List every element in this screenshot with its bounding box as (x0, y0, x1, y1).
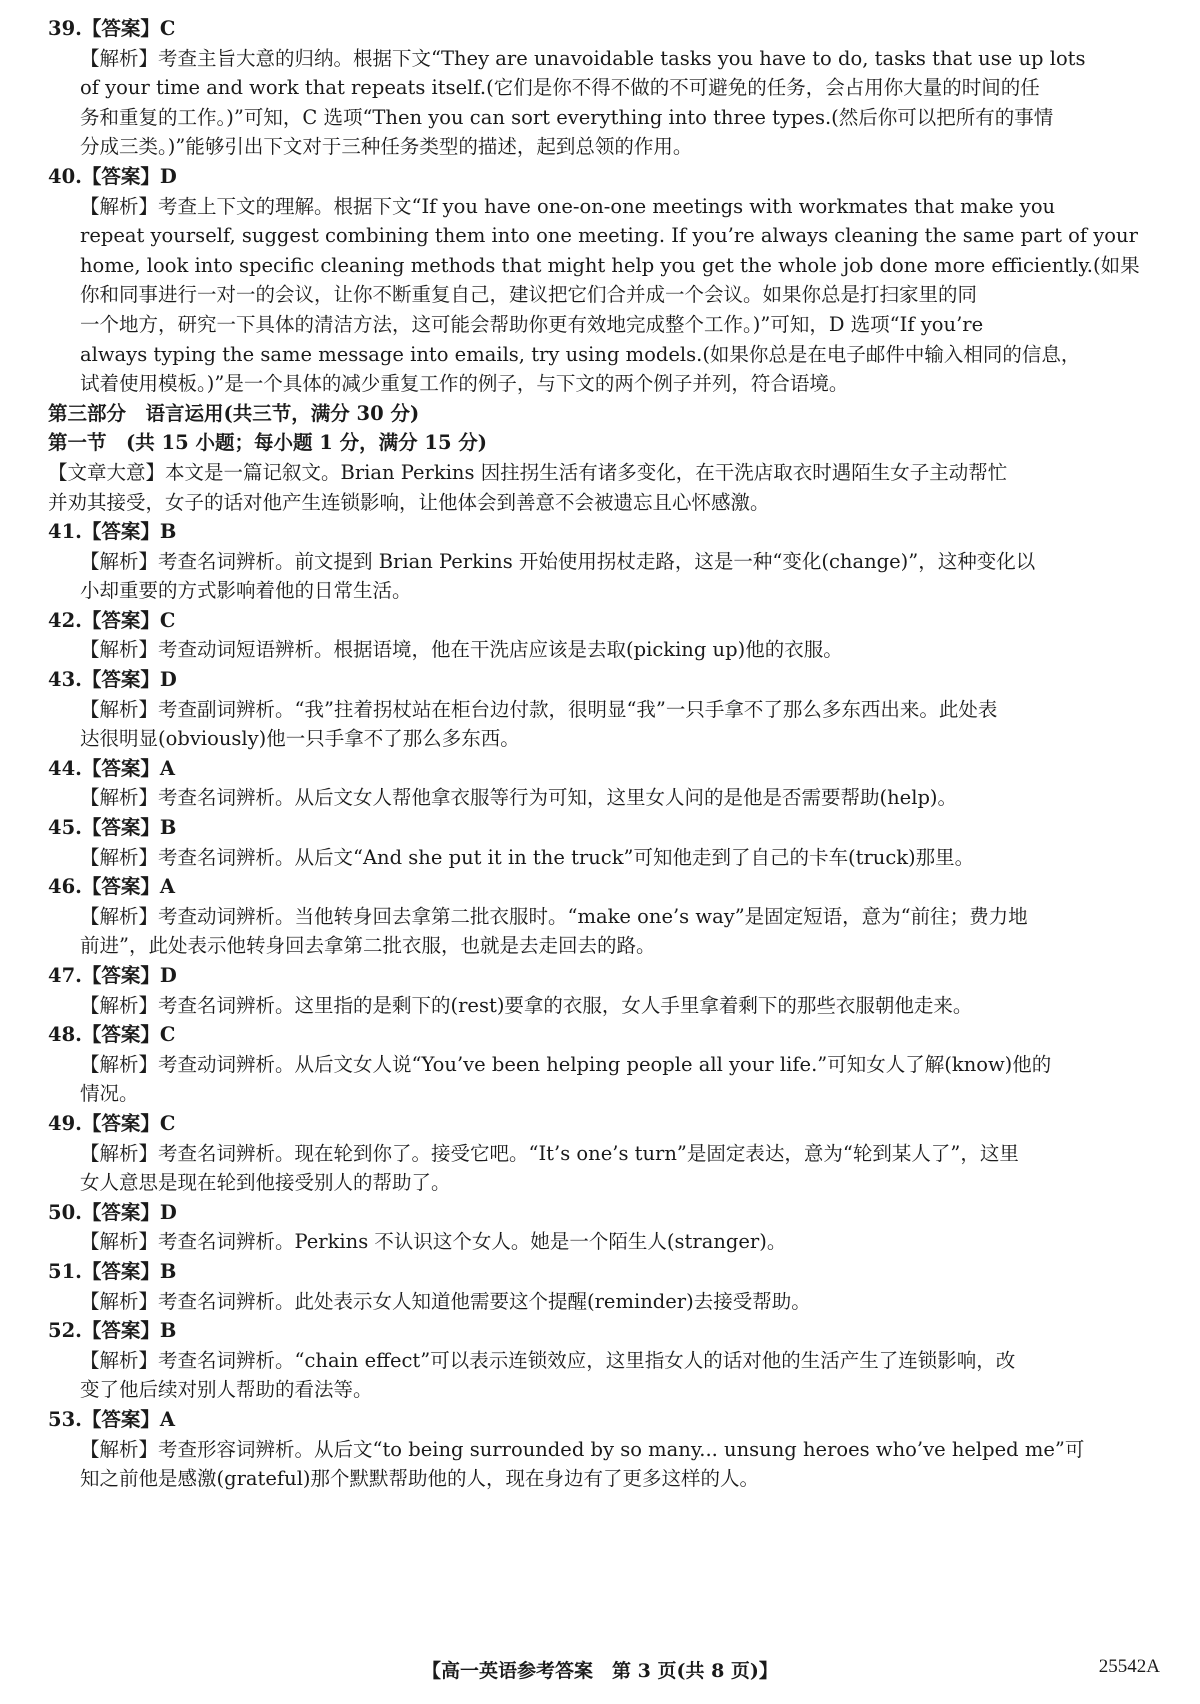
answer-label: 43.【答案】D (48, 668, 177, 692)
explanation-line: 知之前他是感激(grateful)那个默默帮助他的人，现在身边有了更多这样的人。 (80, 1467, 760, 1491)
explanation-line: 【解析】考查副词辨析。“我”拄着拐杖站在柜台边付款，很明显“我”一只手拿不了那么多东西出来。此处表 (80, 697, 998, 721)
explanation-line: 【解析】考查名词辨析。“chain effect”可以表示连锁效应，这里指女人的话对他的生活产生了连锁影响，改 (80, 1348, 1016, 1372)
q40-explanation-line: 试着使用模板。)”是一个具体的减少重复工作的例子，与下文的两个例子并列，符合语境。 (80, 372, 849, 396)
explanation-line: 【解析】考查名词辨析。此处表示女人知道他需要这个提醒(reminder)去接受帮助。 (80, 1289, 811, 1313)
answer-label: 42.【答案】C (48, 608, 176, 632)
q40-explanation-line: 一个地方，研究一下具体的清洁方法，这可能会帮助你更有效地完成整个工作。)”可知，D 选项“If you’re (80, 312, 984, 336)
answer-label: 52.【答案】B (48, 1319, 177, 1343)
explanation-line: 【解析】考查名词辨析。前文提到 Brian Perkins 开始使用拐杖走路，这是一种“变化(change)”，这种变化以 (80, 549, 1036, 573)
q40-explanation-line: repeat yourself, suggest combining them into one meeting. If you’re always cleaning the same part of your (80, 224, 1138, 248)
answer-label: 51.【答案】B (48, 1259, 177, 1283)
q40-explanation-line: 你和同事进行一对一的会议，让你不断重复自己，建议把它们合并成一个会议。如果你总是打扫家里的同 (80, 283, 978, 307)
explanation-line: 情况。 (80, 1082, 139, 1106)
q39-explanation-line: 务和重复的工作。)”可知，C 选项“Then you can sort everything into three types.(然后你可以把所有的事情 (80, 105, 1054, 129)
q40-answer: 40.【答案】D (48, 164, 177, 188)
answer-label: 45.【答案】B (48, 816, 177, 840)
q40-explanation-line: 【解析】考查上下文的理解。根据下文“If you have one-on-one meetings with workmates that make you (80, 194, 1056, 218)
explanation-line: 小却重要的方式影响着他的日常生活。 (80, 579, 412, 603)
explanation-line: 【解析】考查动词辨析。从后文女人说“You’ve been helping people all your life.”可知女人了解(know)他的 (80, 1052, 1052, 1076)
explanation-line: 【解析】考查名词辨析。这里指的是剩下的(rest)要拿的衣服，女人手里拿着剩下的那些衣服朝他走来。 (80, 993, 973, 1017)
answer-page (48, 14, 1158, 1494)
explanation-line: 【解析】考查名词辨析。现在轮到你了。接受它吧。“It’s one’s turn”是固定表达，意为“轮到某人了”，这里 (80, 1141, 1019, 1165)
explanation-line: 【解析】考查动词辨析。当他转身回去拿第二批衣服时。“make one’s way”是固定短语，意为“前往；费力地 (80, 904, 1028, 928)
explanation-line: 【解析】考查名词辨析。从后文女人帮他拿衣服等行为可知，这里女人问的是他是否需要帮助(help)。 (80, 786, 958, 810)
q39-answer: 39.【答案】C (48, 17, 176, 40)
answer-label: 41.【答案】B (48, 520, 177, 544)
part-three-heading: 第三部分 语言运用(共三节，满分 30 分) (48, 401, 420, 425)
q39-explanation-line: of your time and work that repeats itself.(它们是你不得不做的不可避免的任务，会占用你大量的时间的任 (80, 76, 1040, 100)
explanation-line: 达很明显(obviously)他一只手拿不了那么多东西。 (80, 727, 520, 751)
answer-label: 47.【答案】D (48, 964, 177, 987)
answer-label: 46.【答案】A (48, 875, 176, 899)
q40-explanation-line: always typing the same message into emails, try using models.(如果你总是在电子邮件中输入相同的信息， (80, 342, 1081, 366)
q40-explanation-line: home, look into specific cleaning methods that might help you get the whole job done more efficiently.(如果 (80, 253, 1140, 277)
q39-explanation-line: 分成三类。)”能够引出下文对于三种任务类型的描述，起到总领的作用。 (80, 135, 693, 159)
q39-explanation-line: 【解析】考查主旨大意的归纳。根据下文“They are unavoidable tasks you have to do, tasks that use up lots (80, 46, 1086, 70)
answer-label: 44.【答案】A (48, 756, 176, 780)
explanation-line: 女人意思是现在轮到他接受别人的帮助了。 (80, 1171, 451, 1195)
paper-code: 25542A (1098, 1656, 1160, 1677)
answer-list (48, 517, 1158, 1494)
explanation-line: 【解析】考查动词短语辨析。根据语境，他在干洗店应该是去取(picking up)他的衣服。 (80, 638, 843, 662)
page-footer (0, 1656, 1200, 1686)
passage-summary-line: 并劝其接受，女子的话对他产生连锁影响，让他体会到善意不会被遗忘且心怀感激。 (48, 490, 770, 514)
passage-summary-line: 【文章大意】本文是一篇记叙文。Brian Perkins 因拄拐生活有诸多变化，在干洗店取衣时遇陌生女子主动帮忙 (48, 460, 1008, 484)
footer-title: 【高一英语参考答案 第 3 页(共 8 页)】 (422, 1660, 778, 1682)
explanation-line: 【解析】考查形容词辨析。从后文“to being surrounded by so many... unsung heroes who’ve helped me”可 (80, 1437, 1085, 1461)
answer-label: 48.【答案】C (48, 1023, 176, 1047)
explanation-line: 前进”，此处表示他转身回去拿第二批衣服，也就是去走回去的路。 (80, 934, 656, 958)
answer-label: 50.【答案】D (48, 1200, 177, 1224)
explanation-line: 【解析】考查名词辨析。Perkins 不认识这个女人。她是一个陌生人(stranger)。 (80, 1230, 787, 1254)
section-one-heading: 第一节 (共 15 小题；每小题 1 分，满分 15 分) (48, 431, 488, 455)
answer-label: 49.【答案】C (48, 1111, 176, 1135)
answer-label: 53.【答案】A (48, 1407, 176, 1431)
explanation-line: 变了他后续对别人帮助的看法等。 (80, 1378, 373, 1402)
explanation-line: 【解析】考查名词辨析。从后文“And she put it in the truck”可知他走到了自己的卡车(truck)那里。 (80, 845, 975, 869)
